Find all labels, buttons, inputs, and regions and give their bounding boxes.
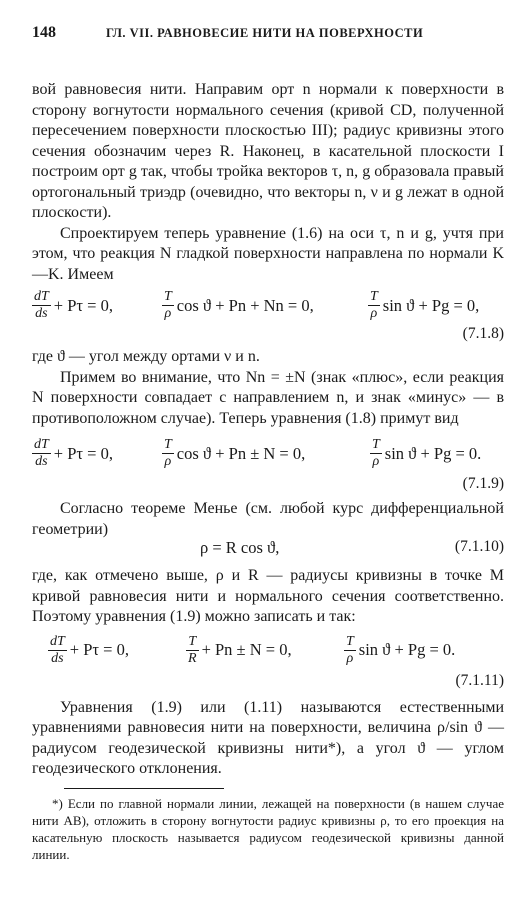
- fraction-dT-ds: $\frac{dT}{ds}$: [50, 633, 65, 666]
- paragraph-4: Примем во внимание, что Nn = ±N (знак «плюс», если реакция N поверхности совпадает с направлением n, и знак «минус» — в противоположном случае). Теперь уравнения (1.8) примут вид: [32, 368, 504, 427]
- eq9-term-3: sin ϑ + Pg = 0.: [384, 443, 482, 463]
- equation-7-1-10: [32, 538, 504, 560]
- paragraph-6: где, как отмечено выше, ρ и R — радиусы кривизны в точке M кривой равновесия нити и нормального сечения соответственно. Поэтому уравнения (1.9) можно записать и так:: [32, 567, 504, 625]
- fraction-T-rho: $\frac{T}{\rho}$: [346, 633, 354, 666]
- fraction-T-rho: $\frac{T}{\rho}$: [370, 289, 378, 321]
- paragraph-1: вой равновесия нити. Направим орт n нормали к поверхности в сторону вогнутости нормального сечения (кривой CD, полученной пересечением поверхности плоскостью III); радиус кривизны этого сечения обозначим через R. Наконец, в касательной плоскости I построим орт g так, чтобы тройка векторов τ, n, g образовала правый ортогональный триэдр (очевидно, что векторы n, ν и g лежат в одной плоскости).: [32, 81, 505, 221]
- footnote: *) Если по главной нормали линии, лежащей на поверхности (в нашем случае нити AB), отложить в сторону вогнутости радиус кривизны ρ, то его проекция на касательную плоскость называется радиусом геодезической кривизны данной линии.: [32, 795, 504, 862]
- eq9-term-1: + Pτ = 0,: [53, 443, 113, 463]
- equation-7-1-8: [32, 285, 504, 347]
- eq11-term-1: + Pτ = 0,: [69, 640, 129, 659]
- eq11-term-2: + Pn ± N = 0,: [201, 640, 292, 659]
- fraction-T-rho: $\frac{T}{\rho}$: [372, 437, 380, 469]
- fraction-dT-ds: $\frac{dT}{ds}$: [34, 437, 49, 469]
- page-number: 148: [32, 24, 56, 41]
- eq8-term-3: sin ϑ + Pg = 0,: [382, 295, 480, 315]
- equation-7-1-9: [32, 435, 504, 497]
- running-head: ГЛ. VII. РАВНОВЕСИЕ НИТИ НА ПОВЕРХНОСТИ: [106, 26, 424, 40]
- equation-number-10: (7.1.10): [454, 538, 504, 555]
- fraction-dT-ds: $\frac{dT}{ds}$: [34, 289, 49, 321]
- eq11-term-3: sin ϑ + Pg = 0.: [358, 640, 456, 659]
- eq8-term-1: + Pτ = 0,: [53, 295, 113, 315]
- equation-number-11: (7.1.11): [455, 671, 504, 689]
- paragraph-2: Спроектируем теперь уравнение (1.6) на оси τ, n и g, учтя при этом, что реакция N гладкой поверхности направлена по нормали K—K. Имеем: [32, 224, 504, 283]
- fraction-T-rho: $\frac{T}{\rho}$: [164, 289, 172, 321]
- eq9-term-2: cos ϑ + Pn ± N = 0,: [176, 443, 306, 463]
- equation-number-8: (7.1.8): [462, 325, 504, 342]
- page-header: [32, 18, 504, 44]
- fraction-T-R: $\frac{T}{R}$: [188, 633, 197, 666]
- paragraph-7: Уравнения (1.9) или (1.11) называются естественными уравнениями равновесия нити на поверхности, величина ρ/sin ϑ — радиусом геодезической кривизны нити*), а угол ϑ — углом геодезического отклонения.: [32, 698, 504, 777]
- equation-number-9: (7.1.9): [462, 475, 504, 492]
- paragraph-5: Согласно теореме Менье (см. любой курс дифференциальной геометрии): [32, 500, 504, 538]
- paragraph-3: где ϑ — угол между ортами ν и n.: [32, 348, 260, 365]
- footnote-rule: [64, 788, 224, 789]
- equation-7-1-11: [32, 632, 504, 694]
- eq10-body: ρ = R cos ϑ,: [200, 538, 280, 557]
- eq8-term-2: cos ϑ + Pn + Nn = 0,: [176, 295, 314, 315]
- fraction-T-rho: $\frac{T}{\rho}$: [164, 437, 172, 469]
